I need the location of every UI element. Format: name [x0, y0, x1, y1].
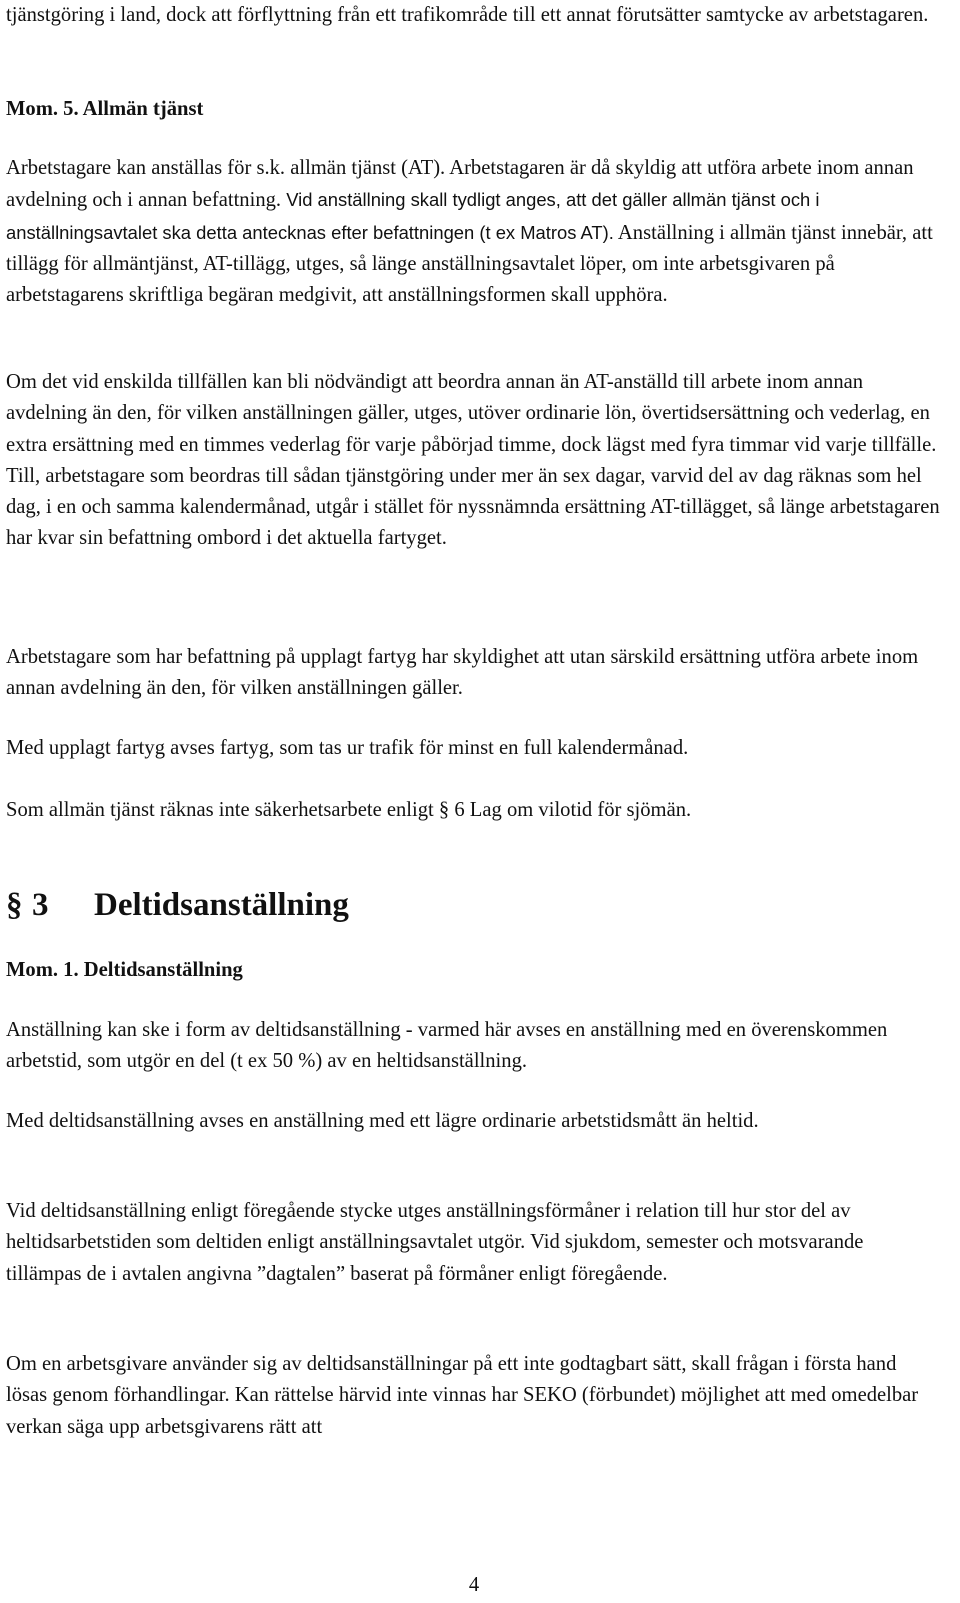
mom5-paragraph-4: Med upplagt fartyg avses fartyg, som tas ur trafik för minst en full kalendermånad.: [6, 737, 689, 759]
chapter-title: Deltidsanställning: [94, 887, 349, 923]
mom1-paragraph-4: Om en arbetsgivare använder sig av deltidsanställningar på ett inte godtagbart sätt, skall frågan i första hand lösas genom förhandlingar. Kan rättelse härvid inte vinnas har SEKO (förbundet) möjlighet att med omedelbar verkan säga upp arbetsgivarens rätt att: [6, 1353, 919, 1438]
mom1-paragraph-3: Vid deltidsanställning enligt föregående stycke utges anställningsförmåner i relation till hur stor del av heltidsarbetstiden som deltiden enligt anställningsavtalet utgör. Vid sjukdom, semester och motsvarande tillämpas de i avtalen angivna ”dagtalen” baserat på förmåner enligt föregående.: [6, 1200, 864, 1285]
page-number: 4: [468, 1574, 480, 1596]
mom5-p1-serif-text-b: Anställning i allmän tjänst innebär, att tillägg för allmäntjänst, AT-tillägg, utges, så länge anställningsavtalet löper, om inte arbetsgivaren på arbetstagarens skriftliga begäran medgivit, att anställningsformen skall upphöra.: [6, 221, 933, 307]
section-symbol: §: [6, 887, 23, 923]
intro-paragraph: tjänstgöring i land, dock att förflyttning från ett trafikområde till ett annat förutsätter samtycke av arbetstagaren.: [6, 4, 929, 26]
mom5-heading: Mom. 5. Allmän tjänst: [6, 98, 204, 120]
chapter-number: 3: [32, 887, 49, 923]
mom5-p1-serif-text: Arbetstagare kan anställas för s.k. allmän tjänst (AT). Arbetstagaren är då skyldig att utföra arbete inom annan avdelning och i annan befattning.: [6, 157, 914, 212]
mom5-paragraph-5: Som allmän tjänst räknas inte säkerhetsarbete enligt § 6 Lag om vilotid för sjömän.: [6, 799, 692, 821]
mom1-heading: Mom. 1. Deltidsanställning: [6, 959, 243, 981]
mom1-paragraph-2: Med deltidsanställning avses en anställning med ett lägre ordinarie arbetstidsmått än heltid.: [6, 1110, 759, 1132]
mom1-paragraph-1: Anställning kan ske i form av deltidsanställning - varmed här avses en anställning med en överenskommen arbetstid, som utgör en del (t ex 50 %) av en heltidsanställning.: [6, 1019, 888, 1073]
mom5-paragraph-1: [6, 153, 942, 311]
chapter-heading: [6, 883, 349, 927]
mom5-p1-sans-text-a: Vid anställning skall tydligt anges, att det gäller allmän tjänst och i anställningsavtalet ska detta antecknas efter befattningen (t ex Matros AT).: [6, 189, 820, 243]
mom5-paragraph-3: Arbetstagare som har befattning på upplagt fartyg har skyldighet att utan särskild ersättning utföra arbete inom annan avdelning än den, för vilken anställningen gäller.: [6, 646, 919, 700]
mom5-paragraph-2: Om det vid enskilda tillfällen kan bli nödvändigt att beordra annan än AT-anställd till arbete inom annan avdelning än den, för vilken anställningen gäller, utges, utöver ordinarie lön, övertidsersättning och vederlag, en extra ersättning med en timmes vederlag för varje påbörjad timme, dock lägst med fyra timmar vid varje tillfälle. Till, arbetstagare som beordras till sådan tjänstgöring under mer än sex dagar, varvid del av dag räknas som hel dag, i en och samma kalendermånad, utgår i stället för nyssnämnda ersättning AT-tillägget, så länge arbetstagaren har kvar sin befattning ombord i det aktuella fartyget.: [6, 371, 940, 550]
